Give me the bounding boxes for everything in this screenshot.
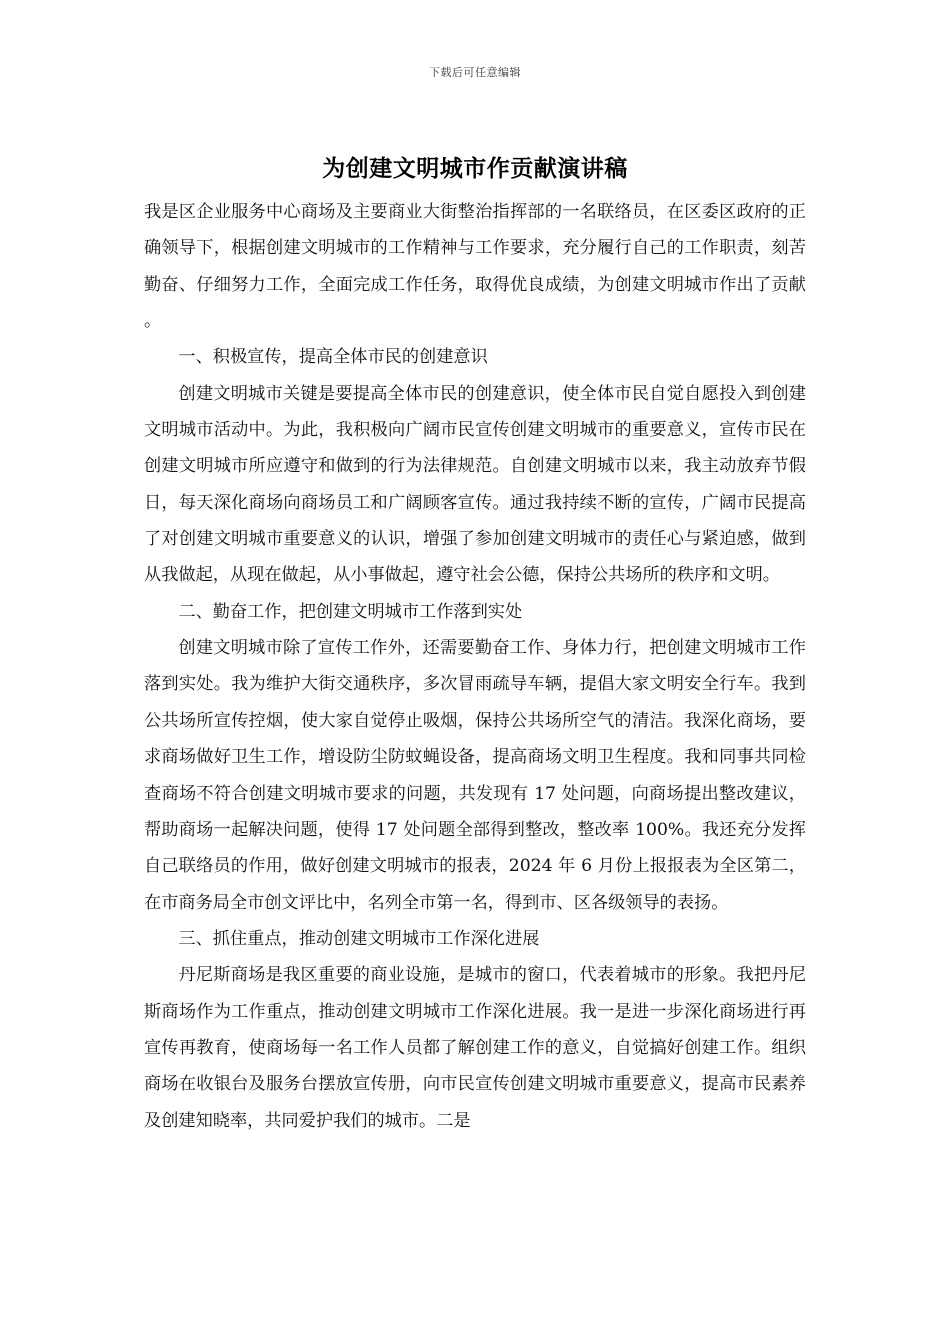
section-heading-3: 三、抓住重点，推动创建文明城市工作深化进展 bbox=[178, 928, 540, 949]
section-paragraph-2: 创建文明城市除了宣传工作外，还需要勤奋工作、身体力行，把创建文明城市工作落到实处。我为维护大街交通秩序，多次冒雨疏导车辆，提倡大家文明安全行车。我到公共场所宣传控烟，使大家自觉停止吸烟，保持公共场所空气的清洁。我深化商场，要求商场做好卫生工作，增设防尘防蚊蝇设备，提高商场文明卫生程度。我和同事共同检查商场不符合创建文明城市要求的问题，共发现有 17 处问题，向商场提出整改建议，帮助商场一起解决问题，使得 17 处问题全部得到整改，整改率 100%。我还充分发挥自己联络员的作用，做好创建文明城市的报表，2024 年 6 月份上报报表为全区第二，在市商务局全市创文评比中，名列全市第一名，得到市、区各级领导的表扬。 bbox=[144, 638, 806, 913]
section-paragraph-1: 创建文明城市关键是要提高全体市民的创建意识，使全体市民自觉自愿投入到创建文明城市活动中。为此，我积极向广阔市民宣传创建文明城市的重要意义，宣传市民在创建文明城市所应遵守和做到的行为法律规范。自创建文明城市以来，我主动放弃节假日，每天深化商场向商场员工和广阔顾客宣传。通过我持续不断的宣传，广阔市民提高了对创建文明城市重要意义的认识，增强了参加创建文明城市的责任心与紧迫感，做到从我做起，从现在做起，从小事做起，遵守社会公德，保持公共场所的秩序和文明。 bbox=[144, 383, 806, 586]
section-heading-2: 二、勤奋工作，把创建文明城市工作落到实处 bbox=[178, 601, 523, 622]
intro-paragraph: 我是区企业服务中心商场及主要商业大街整治指挥部的一名联络员，在区委区政府的正确领导下，根据创建文明城市的工作精神与工作要求，充分履行自己的工作职责，刻苦勤奋、仔细努力工作，全面完成工作任务，取得优良成绩，为创建文明城市作出了贡献。 bbox=[144, 202, 806, 332]
header-note: 下载后可任意编辑 bbox=[429, 66, 521, 79]
section-paragraph-3: 丹尼斯商场是我区重要的商业设施，是城市的窗口，代表着城市的形象。我把丹尼斯商场作为工作重点，推动创建文明城市工作深化进展。我一是进一步深化商场进行再宣传再教育，使商场每一名工作人员都了解创建工作的意义，自觉搞好创建工作。组织商场在收银台及服务台摆放宣传册，向市民宣传创建文明城市重要意义，提高市民素养及创建知晓率，共同爱护我们的城市。二是 bbox=[144, 965, 806, 1131]
section-heading-1: 一、积极宣传，提高全体市民的创建意识 bbox=[178, 347, 488, 368]
document-body bbox=[144, 194, 806, 1139]
document-title: 为创建文明城市作贡献演讲稿 bbox=[322, 155, 628, 182]
